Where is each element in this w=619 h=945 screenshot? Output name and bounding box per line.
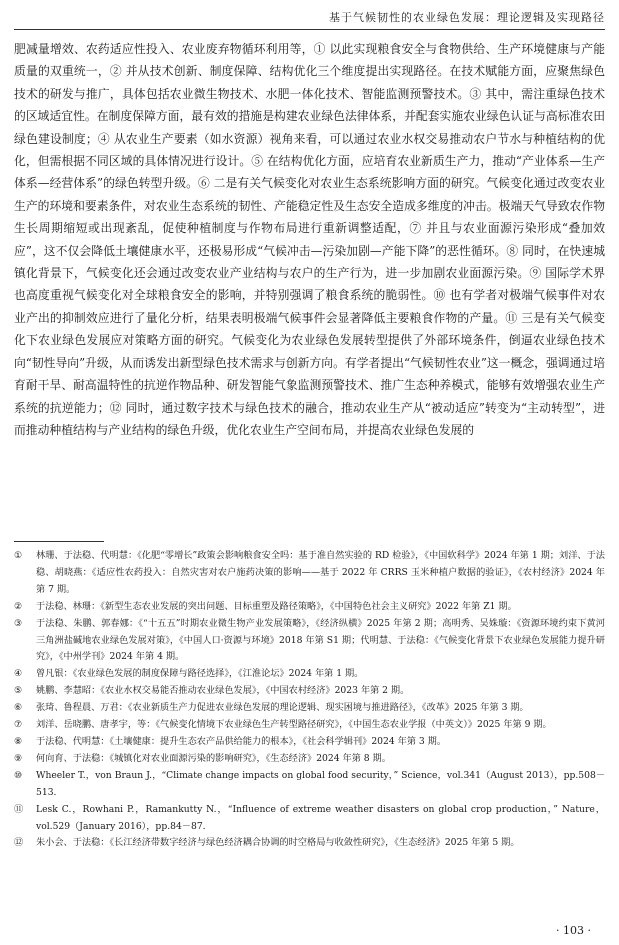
footnote-text: 张琦、鲁程晨、万君：《农业新质生产力促进农业绿色发展的理论逻辑、现实困境与推进路径》，《改革》2025 年第 3 期。 <box>36 702 529 714</box>
footnote-item <box>14 751 605 768</box>
footnote-text: 于法稳、林珊：《新型生态农业发展的突出问题、目标重塑及路径策略》，《中国特色社会主义研究》2022 年第 Z1 期。 <box>36 600 517 612</box>
footnote-text: 朱小会、于法稳：《长江经济带数字经济与绿色经济耦合协调的时空格局与收敛性研究》，《生态经济》2025 年第 5 期。 <box>36 837 520 849</box>
header-divider <box>14 29 605 30</box>
footnote-divider <box>14 541 104 542</box>
running-header: 基于气候韧性的农业绿色发展：理论逻辑及实现路径 <box>329 11 605 24</box>
footnote-text: Lesk C.，Rowhani P.，Ramankutty N.，“Influence of extreme weather disasters on global crop production，” Nature，vol.529（January 2016），pp.84－87. <box>36 803 605 832</box>
footnote-number: ⑧ <box>14 735 23 747</box>
footnote-item <box>14 616 605 667</box>
footnote-number: ⑩ <box>14 769 23 781</box>
main-paragraph: 肥减量增效、农药适应性投入、农业废弃物循环利用等，① 以此实现粮食安全与食物供给、生产环境健康与产能质量的双重统一，② 并从技术创新、制度保障、结构优化三个维度提出实现路径。在技术赋能方面，应聚焦绿色技术的研发与推广，具体包括农业微生物技术、水肥一体化技术、智能监测预警技术。③ 其中，需注重绿色技术的区域适宜性。在制度保障方面，最有效的措施是构建农业绿色法律体系，并配套实施农业绿色认证与高标准农田绿色建设制度；④ 从农业生产要素（如水资源）视角来看，可以通过农业水权交易推动农户节水与种植结构的优化，但需根据不同区域的具体情况进行设计。⑤ 在结构优化方面，应培育农业新质生产力，推动“产业体系—生产体系—经营体系”的绿色转型升级。⑥ 二是有关气候变化对农业生态系统影响方面的研究。气候变化通过改变农业生产的环境和要素条件，对农业生态系统的韧性、产能稳定性及生态安全造成多维度的冲击。极端天气导致农作物生长周期缩短或出现紊乱，促使种植制度与作物布局进行重新调整适配，⑦ 并且与农业面源污染形成“叠加效应”，这不仅会降低土壤健康水平，还极易形成“气候冲击—污染加剧—产能下降”的恶性循环。⑧ 同时，在快速城镇化背景下，气候变化还会通过改变农业产业结构与农户的生产行为，进一步加剧农业面源污染。⑨ 国际学术界也高度重视气候变化对全球粮食安全的影响，并特别强调了粮食系统的脆弱性。⑩ 也有学者对极端气候事件对农业产出的抑制效应进行了量化分析，结果表明极端气候事件会显著降低主要粮食作物的产量。⑪ 三是有关气候变化下农业绿色发展应对策略方面的研究。气候变化为农业绿色发展转型提供了外部环境条件，倒逼农业绿色技术向“韧性导向”升级，从而诱发出新型绿色技术需求与创新方向。有学者提出“气候韧性农业”这一概念，强调通过培育耐干旱、耐高温特性的抗逆作物品种、研发智能气象监测预警技术、推广生态种养模式，能够有效增强农业生产系统的抗逆能力；⑫ 同时，通过数字技术与绿色技术的融合，推动农业生产从“被动适应”转变为“主动转型”，进而推动种植结构与产业结构的绿色升级，优化农业生产空间布局，并提高农业绿色发展的 <box>14 42 605 437</box>
page-number: · 103 · <box>556 924 591 937</box>
footnote-text: 姚鹏、李慧昭：《农业水权交易能否推动农业绿色发展》，《中国农村经济》2023 年第 2 期。 <box>36 685 410 697</box>
footnote-item <box>14 599 605 616</box>
footnote-item <box>14 734 605 751</box>
footnote-item <box>14 700 605 717</box>
footnote-item <box>14 802 605 836</box>
footnote-text: 何向育、于法稳：《城镇化对农业面源污染的影响研究》，《生态经济》2024 年第 8 期。 <box>36 752 391 764</box>
footnote-number: ③ <box>14 617 23 629</box>
footnote-list <box>14 548 605 852</box>
footnote-text: 刘洋、岳晓鹏、唐孝宇，等：《气候变化情境下农业绿色生产转型路径研究》，《中国生态农业学报（中英文）》2025 年第 9 期。 <box>36 719 552 731</box>
footnote-number: ④ <box>14 668 23 680</box>
footnote-number: ② <box>14 600 23 612</box>
footnote-item <box>14 717 605 734</box>
footnote-text: 林珊、于法稳、代明慧：《化肥“零增长”政策会影响粮食安全吗：基于准自然实验的 RD 检验》，《中国软科学》2024 年第 1 期；刘洋、于法稳、胡晓燕：《适应性农药投入：自然灾害对农户施药决策的影响——基于 2022 年 CRRS 玉米种植户数据的验证》，《农村经济》2024 年第 7 期。 <box>36 550 605 595</box>
footnote-number: ⑫ <box>14 837 24 849</box>
footnote-text: 于法稳、朱鹏、郭春娜：《“十五五”时期农业微生物产业发展策略》，《经济纵横》2025 年第 2 期；高明秀、吴姝璇：《资源环境约束下黄河三角洲盐碱地农业绿色发展对策》，《中国人口·资源与环境》2018 年第 S1 期；代明慧、于法稳：《气候变化背景下农业绿色发展能力提升研究》，《中州学刊》2024 年第 4 期。 <box>36 617 605 663</box>
footnote-number: ⑨ <box>14 752 23 764</box>
footnote-text: Wheeler T.，von Braun J.，“Climate change impacts on global food security，” Science，vol.341（August 2013），pp.508－513. <box>36 769 605 798</box>
footnote-number: ⑥ <box>14 702 23 714</box>
footnote-item <box>14 548 605 599</box>
footnote-number: ⑪ <box>14 803 24 815</box>
footnote-item <box>14 666 605 683</box>
footnote-item <box>14 683 605 700</box>
footnote-number: ⑦ <box>14 719 23 731</box>
footnote-text: 曾凡银：《农业绿色发展的制度保障与路径选择》，《江淮论坛》2024 年第 1 期。 <box>36 668 364 680</box>
footnote-item <box>14 835 605 852</box>
footnote-number: ① <box>14 550 23 561</box>
footnote-item <box>14 768 605 802</box>
footnote-text: 于法稳、代明慧：《土壤健康：提升生态农产品供给能力的根本》，《社会科学辑刊》2024 年第 3 期。 <box>36 735 447 747</box>
footnote-number: ⑤ <box>14 685 23 697</box>
